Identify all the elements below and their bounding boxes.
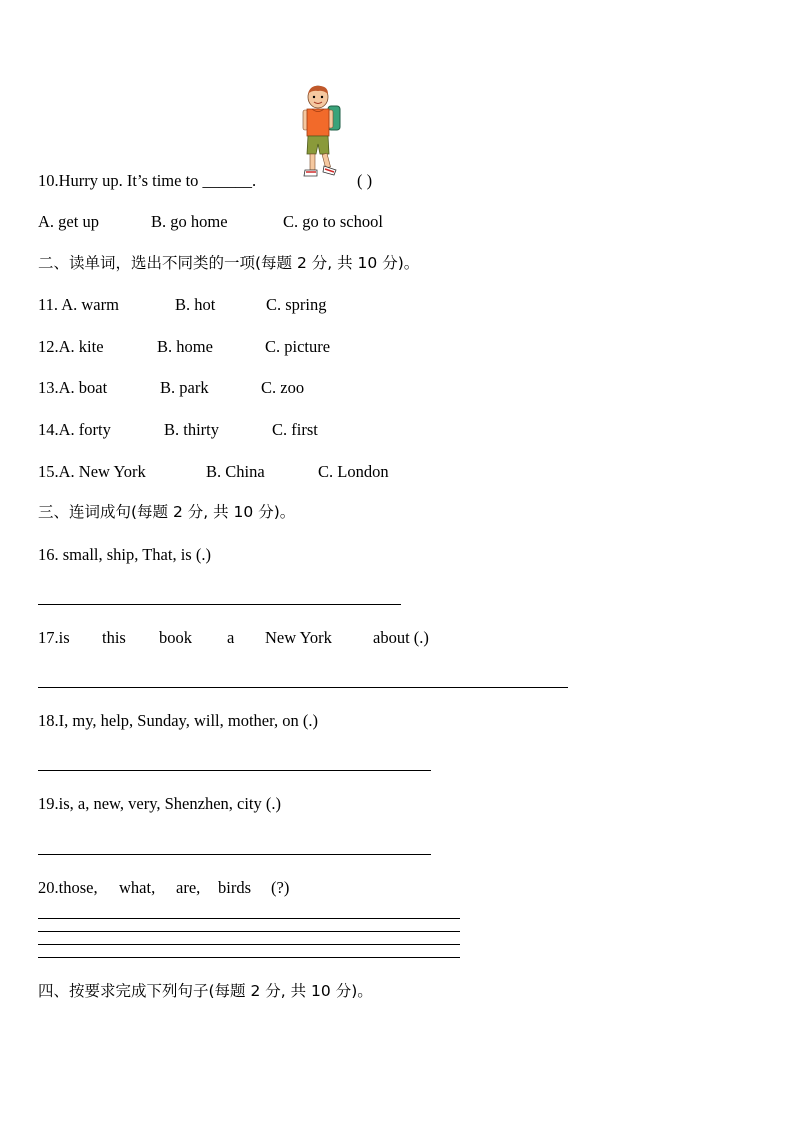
writing-line	[38, 918, 460, 919]
question-20-word: what,	[119, 878, 156, 897]
section-3-heading: 三、连词成句(每题 2 分, 共 10 分)。	[38, 503, 296, 521]
question-18: 18.I, my, help, Sunday, will, mother, on (.)	[38, 711, 318, 730]
question-20-word: are,	[176, 878, 201, 897]
question-20-word: 20.those,	[38, 878, 98, 897]
question-19: 19.is, a, new, very, Shenzhen, city (.)	[38, 794, 281, 813]
writing-line	[38, 931, 460, 932]
writing-line	[38, 944, 460, 945]
question-17-word: this	[102, 628, 126, 647]
answer-line	[38, 687, 568, 688]
question-11-a: 11. A. warm	[38, 295, 119, 314]
question-17-word: about (.)	[373, 628, 429, 647]
question-16: 16. small, ship, That, is (.)	[38, 545, 211, 564]
section-2-heading: 二、读单词，选出不同类的一项(每题 2 分, 共 10 分)。	[38, 254, 420, 272]
question-17-word: New York	[265, 628, 332, 647]
question-10-stem: 10.Hurry up. It’s time to ______.	[38, 171, 257, 190]
question-15-b: B. China	[206, 462, 265, 481]
section-4-heading: 四、按要求完成下列句子(每题 2 分, 共 10 分)。	[38, 982, 373, 1000]
question-13-b: B. park	[160, 378, 209, 397]
answer-line	[38, 604, 401, 605]
question-20-word: (?)	[271, 878, 290, 897]
answer-line	[38, 854, 431, 855]
question-11-c: C. spring	[266, 295, 327, 314]
writing-line	[38, 957, 460, 958]
question-11-b: B. hot	[175, 295, 216, 314]
question-14-b: B. thirty	[164, 420, 220, 439]
question-13-a: 13.A. boat	[38, 378, 108, 397]
answer-line	[38, 770, 431, 771]
answer-bracket: ( )	[357, 171, 373, 190]
question-17-word: book	[159, 628, 192, 647]
question-15-a: 15.A. New York	[38, 462, 146, 481]
option-b: B. go home	[151, 212, 228, 231]
question-17-word: 17.is	[38, 628, 70, 647]
question-14-a: 14.A. forty	[38, 420, 111, 439]
question-15-c: C. London	[318, 462, 389, 481]
option-c: C. go to school	[283, 212, 383, 231]
question-17-word: a	[227, 628, 235, 647]
question-20-word: birds	[218, 878, 251, 897]
boy-with-backpack-icon	[298, 84, 344, 184]
question-12-b: B. home	[157, 337, 213, 356]
option-a: A. get up	[38, 212, 99, 231]
question-12-c: C. picture	[265, 337, 331, 356]
question-12-a: 12.A. kite	[38, 337, 104, 356]
question-13-c: C. zoo	[261, 378, 305, 397]
question-14-c: C. first	[272, 420, 318, 439]
